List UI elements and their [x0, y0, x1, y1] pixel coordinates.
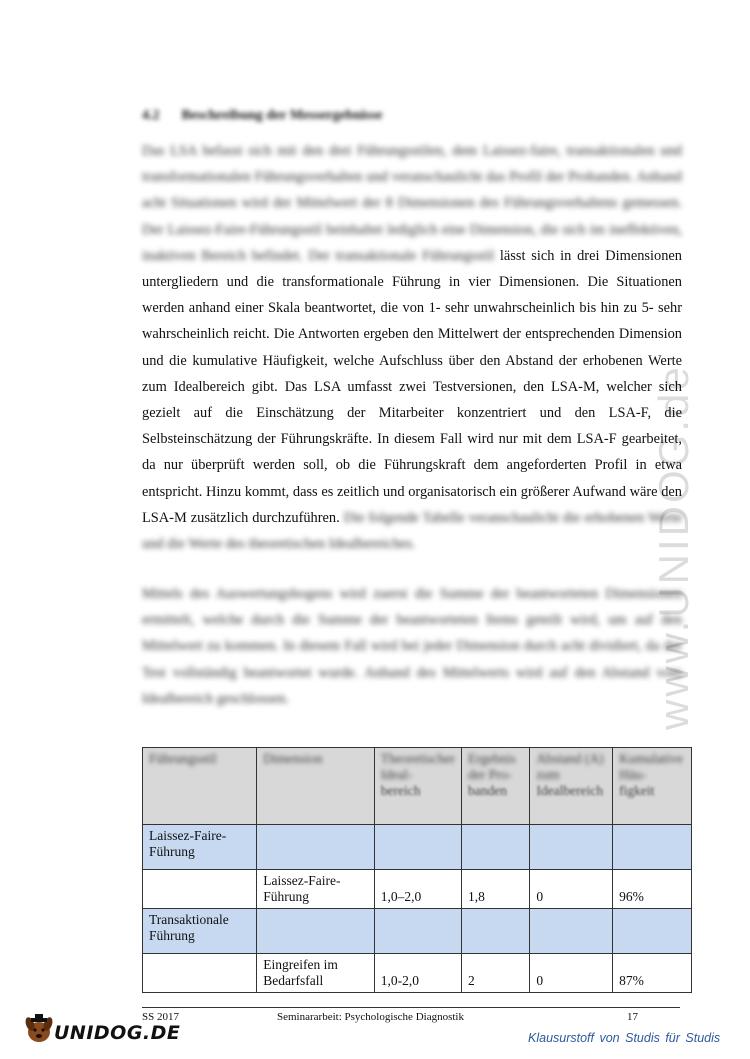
table-cell: Laissez-Faire-Führung [257, 870, 374, 909]
table-row [143, 954, 692, 993]
table-cell [143, 870, 257, 909]
table-cell [462, 825, 530, 870]
section-heading [142, 108, 682, 124]
table-cell [530, 909, 613, 954]
table-cell: 87% [613, 954, 692, 993]
header-cell: Theoretischer Ideal- bereich [374, 748, 461, 825]
table-cell [613, 909, 692, 954]
table-cell [530, 825, 613, 870]
footer-semester: SS 2017 [142, 1011, 179, 1023]
header-cell: Führungsstil [143, 748, 257, 825]
paragraph-1-blurred: Das LSA befasst sich mit den drei Führungsstilen, dem Laissez-faire, transaktionalen und transformationalen Führungsverhalten und veranschaulicht das Profil der Probanden. Anhand acht Situationen wird der Mittelwert der 8 Dimensionen des Führungsverhaltens gemessen. Der Laissez-Faire-Führungsstil beinhaltet lediglich eine Dimension, die sich im ineffektiven, inaktiven Bereich befindet. Der transaktionale Führungsstil [142, 143, 682, 264]
table-cell: 0 [530, 954, 613, 993]
table-cell [462, 909, 530, 954]
header-cell: Ergebnis der Pro- banden [462, 748, 530, 825]
header-cell: Abstand (A) zum Idealbereich [530, 748, 613, 825]
paragraph-1 [142, 138, 682, 557]
table-cell: 1,0-2,0 [374, 954, 461, 993]
table-cell: 1,8 [462, 870, 530, 909]
slogan: Klausurstoff von Studis für Studis [528, 1031, 721, 1045]
section-number: 4.2 [142, 108, 160, 123]
table-cell: 0 [530, 870, 613, 909]
footer-title: Seminararbeit: Psychologische Diagnostik [277, 1011, 464, 1023]
paragraph-1-blurred-tail: Die folgende Tabelle veranschaulicht die erhobenen Werte und die Werte des theoretischen Idealbereiches. [142, 509, 682, 553]
page-number: 17 [627, 1011, 638, 1023]
table-cell [613, 825, 692, 870]
header-cell: Kumulative Häu- figkeit [613, 748, 692, 825]
table-cell: 2 [462, 954, 530, 993]
table-cell: Eingreifen im Bedarfsfall [257, 954, 374, 993]
dog-icon [22, 1012, 56, 1046]
header-cell: Dimension [257, 748, 374, 825]
paragraph-2 [142, 581, 682, 712]
footer-divider [142, 1007, 680, 1008]
table-cell: 1,0–2,0 [374, 870, 461, 909]
table-row [143, 825, 692, 870]
table-row [143, 870, 692, 909]
table-cell [257, 909, 374, 954]
table-cell [257, 825, 374, 870]
table-cell: Laissez-Faire-Führung [143, 825, 257, 870]
table-header-row [143, 748, 692, 825]
table-cell [374, 909, 461, 954]
table-cell: 96% [613, 870, 692, 909]
paragraph-1-text: lässt sich in drei Dimensionen untergliedern und die transformationale Führung in vier Dimensionen. Die Situationen werden anhand einer Skala beantwortet, die von 1- sehr unwahrscheinlich bis hin zu 5- sehr wahrscheinlich reicht. Die Antworten ergeben den Mittelwert der entsprechenden Dimension und die kumulative Häufigkeit, welche Aufschluss über den Abstand der erhobenen Werte zum Idealbereich gibt. Das LSA umfasst zwei Testversionen, den LSA-M, welcher sich gezielt auf die Einschätzung der Mitarbeiter konzentriert und den LSA-F, die Selbsteinschätzung der Führungskräfte. In diesem Fall wird nur mit dem LSA-F gearbeitet, da nur überprüft werden soll, ob die Führungskraft dem angeforderten Profil in etwa entspricht. Hinzu kommt, dass es zeitlich und organisatorisch ein größerer Aufwand wäre den LSA-M zusätzlich durchzuführen. [142, 247, 682, 526]
paragraph-2-blurred: Mittels des Auswertungsbogens wird zuerst die Summe der beantworteten Dimensionen ermittelt, welche durch die Summe der beantworteten Items geteilt wird, um auf den Mittelwert zu kommen. In diesem Fall wird bei jeder Dimension durch acht dividiert, da der Test vollständig beantwortet wurde. Anhand des Mittelwerts wird auf den Abstand vom Idealbereich geschlossen. [142, 586, 682, 707]
table-row [143, 909, 692, 954]
table-cell [374, 825, 461, 870]
table-cell: Transaktionale Führung [143, 909, 257, 954]
watermark: www.UNIDOG.de [650, 364, 697, 730]
logo-text: UNIDOG.DE [54, 1022, 181, 1044]
table-cell [143, 954, 257, 993]
lsa-results-table [142, 747, 692, 993]
section-title: Beschreibung der Messergebnisse [181, 108, 383, 123]
